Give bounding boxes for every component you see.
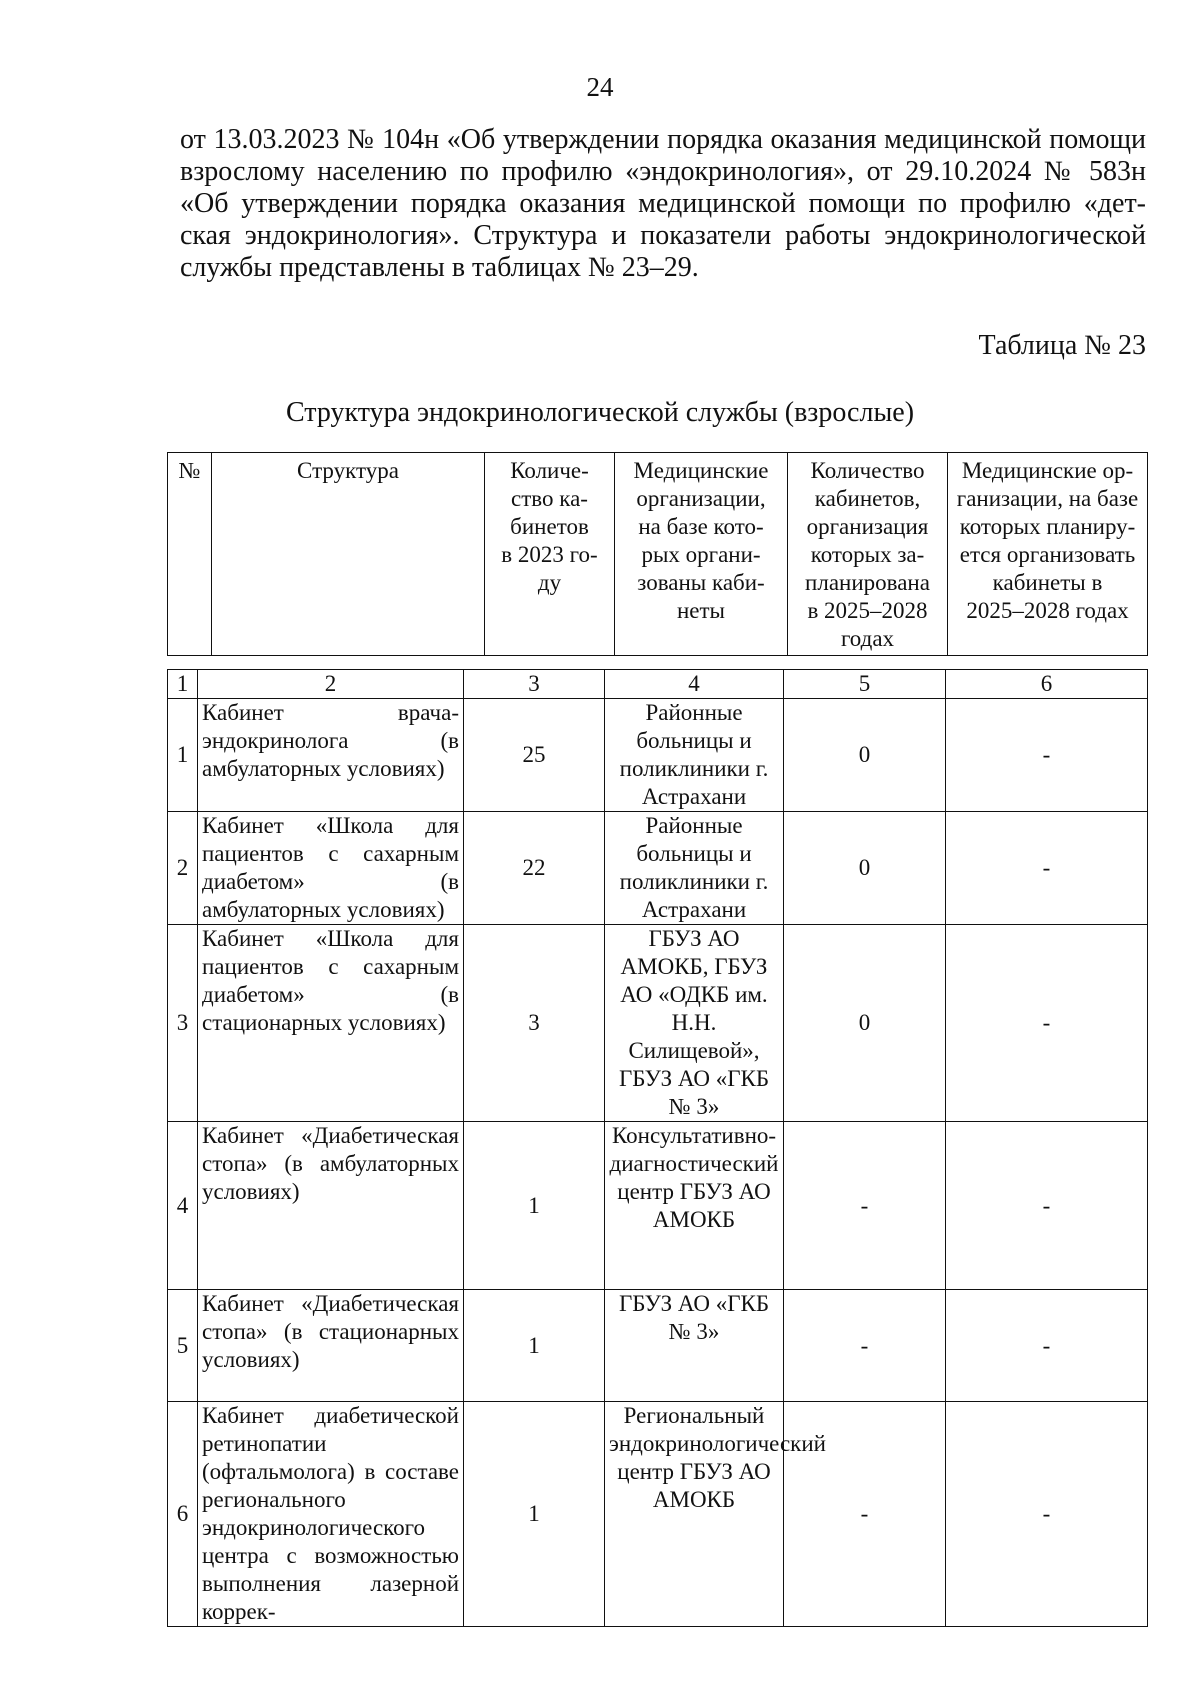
table-number: Таблица № 23: [978, 330, 1146, 361]
row-number: 5: [168, 1290, 198, 1402]
row-planned-count: 0: [784, 699, 946, 812]
intro-line: службы представлены в таблицах № 23–29.: [180, 252, 699, 283]
header-cell-planned-count: Количество кабинетов, организация которых за- планирована в 2025–2028 годах: [788, 453, 948, 656]
header-cell-planned-orgs: Медицинские ор- ганизации, на базе которых планиру- ется организовать кабинеты в 2025–2028 годах: [948, 453, 1148, 656]
table-body: [167, 669, 1148, 1627]
row-planned-orgs: -: [946, 925, 1148, 1122]
page-number: 24: [586, 72, 614, 102]
row-planned-orgs: -: [946, 1402, 1148, 1627]
column-index: 3: [464, 670, 605, 699]
table-row: [168, 812, 1148, 925]
row-planned-count: -: [784, 1402, 946, 1627]
header-cell-organizations: Медицинские организации, на базе кото- рых органи- зованы каби- неты: [615, 453, 788, 656]
header-cell-count-2023: Количе- ство ка- бинетов в 2023 го- ду: [485, 453, 615, 656]
row-count-2023: 1: [464, 1290, 605, 1402]
column-index: 2: [198, 670, 464, 699]
row-structure: Кабинет «Диабетическая стопа» (в стационарных условиях): [198, 1290, 464, 1402]
table-row: [168, 1402, 1148, 1627]
row-planned-count: 0: [784, 812, 946, 925]
row-planned-orgs: -: [946, 1122, 1148, 1290]
table-row: [168, 925, 1148, 1122]
row-count-2023: 22: [464, 812, 605, 925]
row-count-2023: 3: [464, 925, 605, 1122]
row-planned-orgs: -: [946, 1290, 1148, 1402]
table-header: [167, 452, 1148, 656]
row-structure: Кабинет «Школа для пациентов с сахарным диабетом» (в амбулаторных условиях): [198, 812, 464, 925]
column-index: 6: [946, 670, 1148, 699]
table-row: [168, 699, 1148, 812]
row-organizations: Районные больницы и поликлиники г. Астрахани: [605, 699, 784, 812]
intro-line: ская эндокринология». Структура и показатели работы эндокринологической: [180, 220, 1146, 251]
row-structure: Кабинет «Школа для пациентов с сахарным диабетом» (в стационарных условиях): [198, 925, 464, 1122]
row-planned-orgs: -: [946, 812, 1148, 925]
row-structure: Кабинет врача-эндокринолога (в амбулаторных условиях): [198, 699, 464, 812]
row-count-2023: 25: [464, 699, 605, 812]
column-index-row: [168, 670, 1148, 699]
row-planned-count: 0: [784, 925, 946, 1122]
row-count-2023: 1: [464, 1122, 605, 1290]
row-structure: Кабинет «Диабетическая стопа» (в амбулаторных условиях): [198, 1122, 464, 1290]
column-index: 4: [605, 670, 784, 699]
header-cell-number: №: [168, 453, 212, 656]
intro-line: взрослому населению по профилю «эндокринология», от 29.10.2024 № 583н: [180, 156, 1146, 187]
intro-line: «Об утверждении порядка оказания медицинской помощи по профилю «дет-: [180, 188, 1146, 219]
row-number: 1: [168, 699, 198, 812]
column-index: 1: [168, 670, 198, 699]
table-row: [168, 1122, 1148, 1290]
row-planned-count: -: [784, 1122, 946, 1290]
intro-paragraph: [180, 124, 1146, 284]
row-organizations: Районные больницы и поликлиники г. Астрахани: [605, 812, 784, 925]
row-number: 6: [168, 1402, 198, 1627]
table-title: Структура эндокринологической службы (взрослые): [285, 397, 915, 428]
column-index: 5: [784, 670, 946, 699]
row-organizations: Консультативно-диагностический центр ГБУЗ АО АМОКБ: [605, 1122, 784, 1290]
row-organizations: Региональный эндокринологический центр ГБУЗ АО АМОКБ: [605, 1402, 784, 1627]
row-planned-orgs: -: [946, 699, 1148, 812]
row-structure: Кабинет диабетической ретинопатии (офтальмолога) в составе регионального эндокринологического центра с возможностью выполнения лазерной коррек-: [198, 1402, 464, 1627]
header-cell-structure: Структура: [212, 453, 485, 656]
table-row: [168, 1290, 1148, 1402]
row-number: 3: [168, 925, 198, 1122]
row-number: 2: [168, 812, 198, 925]
row-organizations: ГБУЗ АО АМОКБ, ГБУЗ АО «ОДКБ им. Н.Н. Силищевой», ГБУЗ АО «ГКБ № 3»: [605, 925, 784, 1122]
row-organizations: ГБУЗ АО «ГКБ № 3»: [605, 1290, 784, 1402]
row-number: 4: [168, 1122, 198, 1290]
row-count-2023: 1: [464, 1402, 605, 1627]
intro-line: от 13.03.2023 № 104н «Об утверждении порядка оказания медицинской помощи: [180, 124, 1146, 155]
row-planned-count: -: [784, 1290, 946, 1402]
